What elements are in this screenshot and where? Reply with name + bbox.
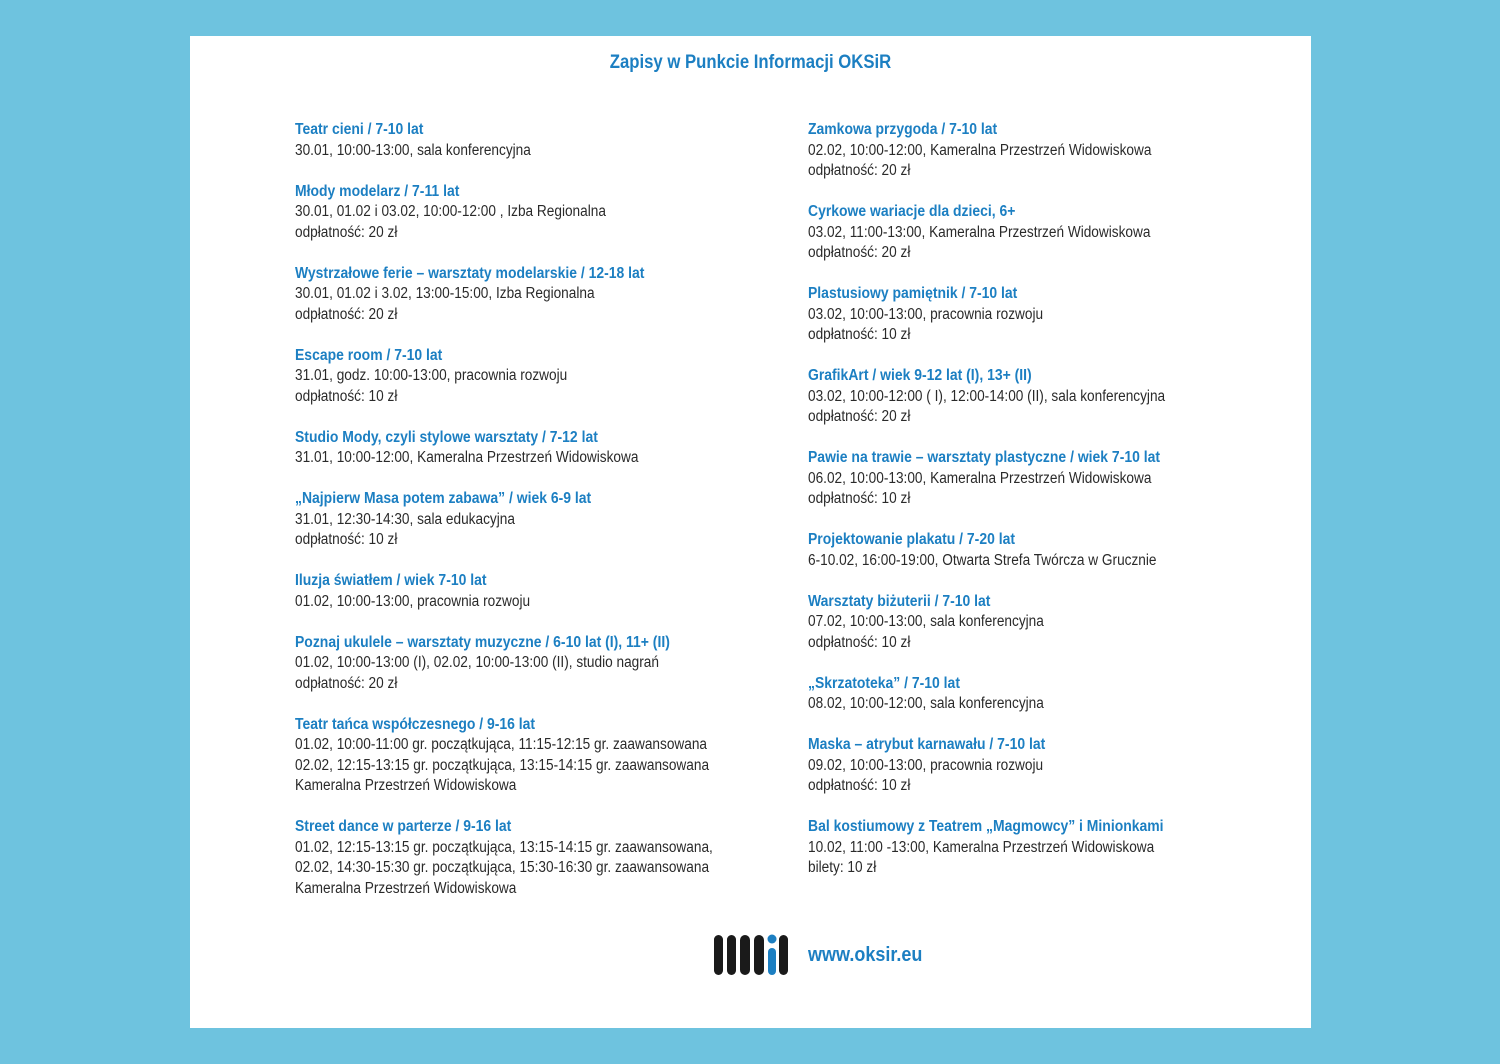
event-detail: 02.02, 12:15-13:15 gr. początkująca, 13:15-14:15 gr. zaawansowana (295, 756, 710, 774)
event-detail: 03.02, 10:00-12:00 ( I), 12:00-14:00 (II), sala konferencyjna (808, 387, 1166, 405)
event-detail: 30.01, 10:00-13:00, sala konferencyjna (295, 141, 531, 159)
event-detail: 08.02, 10:00-12:00, sala konferencyjna (808, 695, 1044, 712)
event-title: Projektowanie plakatu / 7-20 lat (808, 531, 1015, 548)
event-detail: 30.01, 01.02 i 03.02, 10:00-12:00 , Izba Regionalna (295, 203, 606, 220)
event-title: Wystrzałowe ferie – warsztaty modelarskie / 12-18 lat (295, 264, 645, 282)
event-item (808, 448, 1268, 510)
event-title: Studio Mody, czyli stylowe warsztaty / 7-12 lat (295, 428, 598, 446)
event-title: Maska – atrybut karnawału / 7-10 lat (808, 736, 1046, 753)
event-detail: 06.02, 10:00-13:00, Kameralna Przestrzeń Widowiskowa (808, 469, 1152, 487)
event-title: Warsztaty biżuterii / 7-10 lat (808, 592, 991, 610)
event-detail: Kameralna Przestrzeń Widowiskowa (295, 777, 517, 794)
event-detail: 01.02, 10:00-13:00, pracownia rozwoju (295, 592, 531, 610)
website-link[interactable]: www.oksir.eu (808, 943, 923, 966)
event-detail: odpłatność: 10 zł (295, 387, 398, 405)
oksir-logo-icon (714, 932, 788, 978)
event-detail: odpłatność: 10 zł (808, 633, 911, 651)
event-detail: bilety: 10 zł (808, 859, 877, 876)
event-title: Teatr cieni / 7-10 lat (295, 121, 424, 138)
event-item (295, 120, 755, 161)
event-item (295, 715, 755, 797)
event-detail: odpłatność: 10 zł (808, 777, 911, 794)
event-title: Zamkowa przygoda / 7-10 lat (808, 121, 998, 138)
event-detail: 01.02, 10:00-11:00 gr. początkująca, 11:15-12:15 gr. zaawansowana (295, 736, 708, 753)
event-item (808, 674, 1268, 715)
event-detail: 02.02, 10:00-12:00, Kameralna Przestrzeń Widowiskowa (808, 141, 1152, 159)
event-detail: odpłatność: 20 zł (808, 408, 911, 425)
event-detail: odpłatność: 20 zł (295, 305, 398, 323)
event-detail: 01.02, 10:00-13:00 (I), 02.02, 10:00-13:00 (II), studio nagrań (295, 654, 659, 671)
event-title: „Najpierw Masa potem zabawa” / wiek 6-9 lat (295, 490, 592, 507)
event-item (808, 817, 1268, 879)
event-detail: 03.02, 10:00-13:00, pracownia rozwoju (808, 305, 1044, 323)
event-title: Bal kostiumowy z Teatrem „Magmowcy” i Minionkami (808, 818, 1164, 835)
event-detail: 31.01, 12:30-14:30, sala edukacyjna (295, 510, 515, 528)
event-title: Młody modelarz / 7-11 lat (295, 182, 460, 200)
event-detail: 6-10.02, 16:00-19:00, Otwarta Strefa Twórcza w Grucznie (808, 551, 1157, 569)
event-title: Pawie na trawie – warsztaty plastyczne / wiek 7-10 lat (808, 449, 1161, 466)
event-item (295, 264, 755, 326)
left-column (295, 120, 755, 920)
event-detail: odpłatność: 10 zł (808, 326, 911, 343)
page-title: Zapisy w Punkcie Informacji OKSiR (609, 52, 892, 73)
event-item (295, 428, 755, 469)
event-item (808, 366, 1268, 428)
event-detail: odpłatność: 10 zł (295, 531, 398, 548)
event-detail: 10.02, 11:00 -13:00, Kameralna Przestrzeń Widowiskowa (808, 838, 1155, 856)
event-title: Plastusiowy pamiętnik / 7-10 lat (808, 285, 1018, 302)
event-detail: odpłatność: 10 zł (808, 490, 911, 507)
event-item (808, 530, 1268, 571)
event-detail: odpłatność: 20 zł (808, 244, 911, 261)
event-item (808, 735, 1268, 797)
event-detail: 31.01, 10:00-12:00, Kameralna Przestrzeń Widowiskowa (295, 449, 639, 466)
event-detail: odpłatność: 20 zł (808, 162, 911, 179)
event-detail: 07.02, 10:00-13:00, sala konferencyjna (808, 613, 1044, 630)
event-title: Iluzja światłem / wiek 7-10 lat (295, 572, 487, 589)
event-detail: Kameralna Przestrzeń Widowiskowa (295, 879, 517, 897)
event-title: Street dance w parterze / 9-16 lat (295, 818, 512, 835)
event-detail: 01.02, 12:15-13:15 gr. początkująca, 13:15-14:15 gr. zaawansowana, (295, 838, 713, 856)
program-sheet (190, 36, 1311, 1028)
event-item (295, 571, 755, 612)
event-detail: 30.01, 01.02 i 3.02, 13:00-15:00, Izba Regionalna (295, 285, 595, 302)
event-detail: 03.02, 11:00-13:00, Kameralna Przestrzeń Widowiskowa (808, 223, 1151, 241)
event-title: Cyrkowe wariacje dla dzieci, 6+ (808, 203, 1016, 220)
event-item (295, 182, 755, 244)
event-title: „Skrzatoteka” / 7-10 lat (808, 674, 960, 692)
event-title: Poznaj ukulele – warsztaty muzyczne / 6-10 lat (I), 11+ (II) (295, 633, 670, 651)
event-title: Teatr tańca współczesnego / 9-16 lat (295, 715, 536, 733)
event-item (295, 633, 755, 695)
event-title: GrafikArt / wiek 9-12 lat (I), 13+ (II) (808, 367, 1032, 384)
event-item (295, 489, 755, 551)
event-item (808, 120, 1268, 182)
event-detail: odpłatność: 20 zł (295, 674, 398, 692)
right-column (808, 120, 1268, 899)
event-detail: odpłatność: 20 zł (295, 223, 398, 241)
event-item (808, 202, 1268, 264)
event-detail: 31.01, godz. 10:00-13:00, pracownia rozwoju (295, 367, 568, 384)
event-item (295, 817, 755, 899)
event-detail: 02.02, 14:30-15:30 gr. początkująca, 15:30-16:30 gr. zaawansowana (295, 859, 710, 876)
event-item (808, 284, 1268, 346)
footer (714, 931, 935, 979)
event-detail: 09.02, 10:00-13:00, pracownia rozwoju (808, 756, 1044, 774)
event-item (295, 346, 755, 408)
event-item (808, 592, 1268, 654)
event-title: Escape room / 7-10 lat (295, 346, 443, 364)
